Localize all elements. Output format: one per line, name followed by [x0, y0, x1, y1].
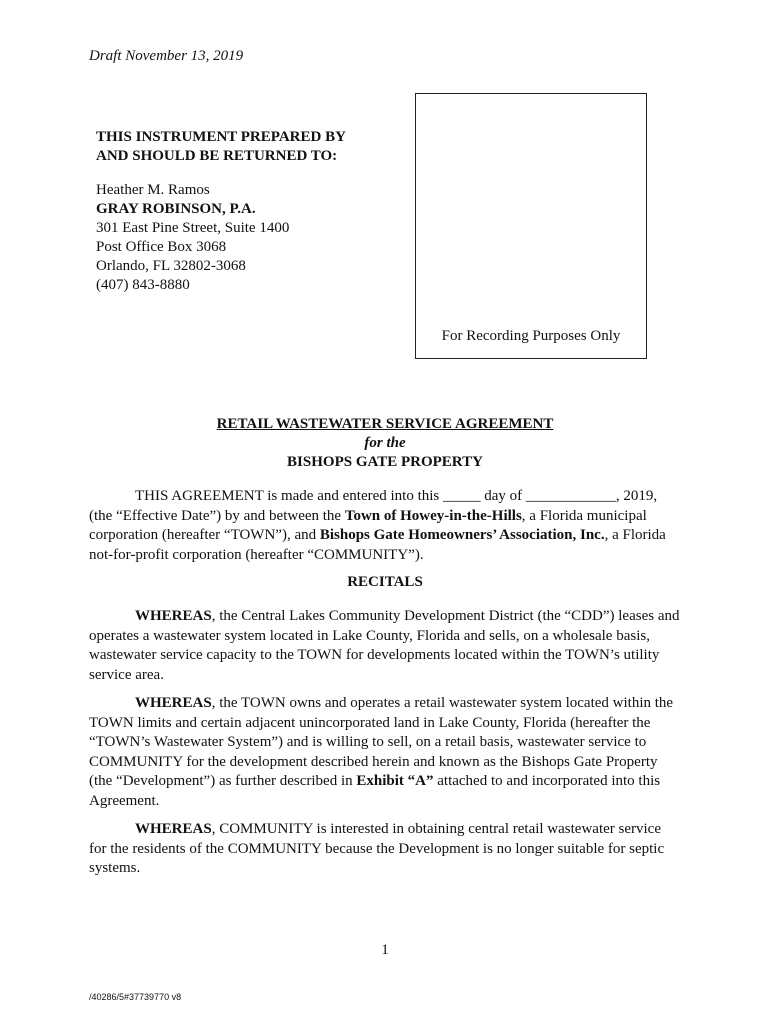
association-name: Bishops Gate Homeowners’ Association, Inc.: [319, 527, 605, 543]
city-state-zip: Orlando, FL 32802-3068: [96, 258, 246, 274]
recital-paragraph-3: [89, 820, 681, 879]
agreement-title-block: [89, 415, 681, 472]
prepared-by-heading-2: AND SHOULD BE RETURNED TO:: [96, 148, 338, 164]
intro-text-1: THIS AGREEMENT is made and entered into this _____ day of ____________, 2019, (the “Effective Date”) by and between the: [89, 488, 658, 524]
recital-paragraph-2: [89, 694, 681, 811]
preparer-name: Heather M. Ramos: [96, 182, 210, 198]
page-number: 1: [381, 942, 389, 958]
recital-2-text-a: , the TOWN owns and operates a retail wastewater system located within the TOWN limits and certain adjacent unincorporated land in Lake County, Florida (hereafter the “TOWN’s Wastewater System”) and is willing to sell, on a retail basis, wastewater service to COMMUNITY for the development described herein and known as the Bishops Gate Property (the “Development”) as further described in: [89, 695, 674, 789]
street-address: 301 East Pine Street, Suite 1400: [96, 220, 290, 236]
recital-1-text: , the Central Lakes Community Development District (the “CDD”) leases and operates a wastewater system located in Lake County, Florida and sells, on a wholesale basis, wastewater service capacity to the TOWN for developments located within the TOWN’s utility service area.: [89, 608, 680, 683]
firm-name: GRAY ROBINSON, P.A.: [96, 201, 256, 217]
phone-number: (407) 843-8880: [96, 277, 190, 293]
recording-label: For Recording Purposes Only: [441, 328, 621, 344]
recital-2-text-b: attached to and incorporated into this Agreement.: [89, 773, 661, 809]
exhibit-a-ref: Exhibit “A”: [356, 773, 434, 789]
document-id: /40286/5#37739770 v8: [89, 992, 182, 1002]
recital-paragraph-1: [89, 607, 681, 685]
agreement-for-the: for the: [364, 435, 406, 451]
prepared-by-heading-1: THIS INSTRUMENT PREPARED BY: [96, 129, 346, 145]
agreement-property: BISHOPS GATE PROPERTY: [287, 454, 483, 470]
intro-text-3: , a Florida not-for-profit corporation (hereafter “COMMUNITY”).: [89, 527, 666, 563]
po-box: Post Office Box 3068: [96, 239, 227, 255]
whereas-label: WHEREAS: [135, 608, 212, 624]
agreement-title: RETAIL WASTEWATER SERVICE AGREEMENT: [216, 416, 554, 432]
whereas-label: WHEREAS: [135, 821, 212, 837]
draft-date: Draft November 13, 2019: [89, 48, 244, 64]
recitals-heading: RECITALS: [347, 574, 423, 590]
intro-paragraph: [89, 487, 681, 565]
prepared-by-block: [96, 128, 346, 295]
recital-3-text: , COMMUNITY is interested in obtaining central retail wastewater service for the residents of the COMMUNITY because the Development is no longer suitable for septic systems.: [89, 821, 665, 876]
town-name: Town of Howey-in-the-Hills: [344, 507, 522, 524]
recording-box: [415, 93, 647, 359]
intro-text-2: , a Florida municipal corporation (hereafter “TOWN”), and: [89, 507, 647, 543]
whereas-label: WHEREAS: [135, 695, 212, 711]
